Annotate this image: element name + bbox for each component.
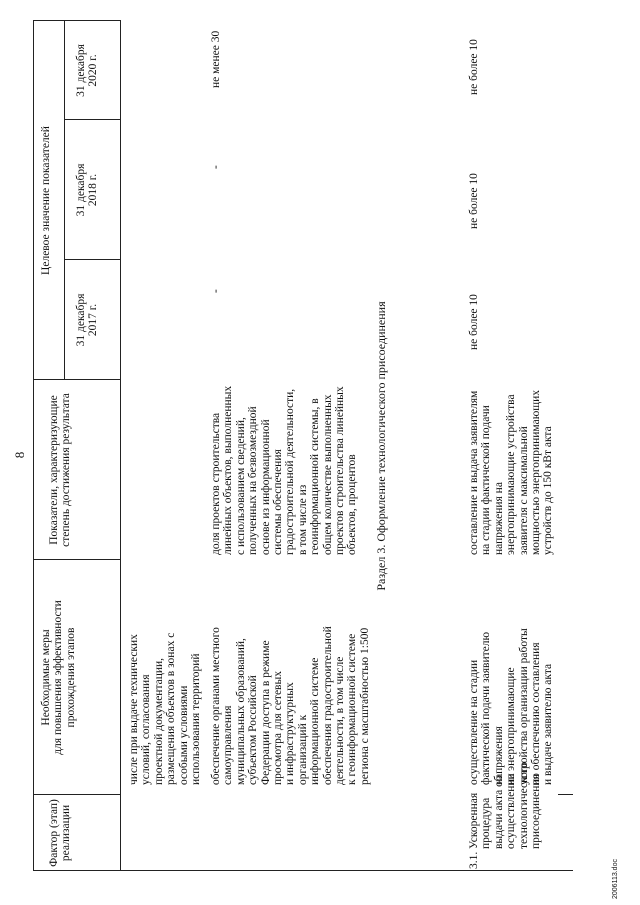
file-code: 2006113.doc: [612, 859, 619, 899]
row-31-value-2018: не более 10: [468, 173, 480, 229]
header-factor: Фактор (этап) реализации: [48, 799, 73, 867]
row-31-number: 3.1.: [468, 851, 480, 869]
page-number: 8: [12, 451, 27, 459]
row-31-value-2017: не более 10: [468, 294, 480, 350]
section-3-title: Раздел 3. Оформление технологического присоединения: [374, 301, 388, 591]
row-31-indicator: составление и выдача заявителям на стадии фактической подачи напряжения на энергопринимающие устройства заявителя с максимальной мощностью энергопринимающих устройств до 150 кВт акта: [468, 389, 555, 555]
row-infosystem-value-2018: -: [210, 165, 222, 169]
col-border-1-foot: [558, 794, 573, 795]
row-continuation-measure: числе при выдаче технических условий, согласования проектной документации, размещения объектов в зонах с особыми условиями использования территорий: [128, 632, 203, 785]
row-infosystem-value-2020: не менее 30: [210, 30, 222, 88]
header-target-values: Целевое значение показателей: [40, 126, 52, 275]
header-date-2020: 31 декабря 2020 г.: [75, 44, 100, 97]
row-31-factor: Ускоренная процедура выдачи акта об осуществлении технологического присоединения: [468, 761, 543, 849]
header-measures: Необходимые меры для повышения эффективности прохождения этапов: [40, 600, 77, 755]
row-31-measure: осуществление на стадии фактической подачи заявителю напряжения на энергопринимающие устройства организации работы по обеспечению составления и выдаче заявителю акта: [468, 628, 555, 785]
col-border-0: [33, 870, 573, 871]
table-top-border: [33, 21, 34, 871]
row-31-value-2020: не более 10: [468, 39, 480, 95]
header-date-2018: 31 декабря 2018 г.: [75, 163, 100, 217]
header-date-2017: 31 декабря 2017 г.: [75, 293, 100, 347]
target-group-divider: [64, 21, 65, 380]
header-indicators: Показатели, характеризующие степень достижения результата: [48, 393, 73, 547]
row-infosystem-measure: обеспечение органами местного самоуправления муниципальных образований, субъектом Российской Федерации доступа в режиме просмотра для сетевых и инфраструктурных организаций к информационной системе обеспечения градостроительной деятельности, в том числе к геоинформационной системе региона с масштабностью 1:500: [210, 626, 371, 785]
row-infosystem-value-2017: -: [210, 289, 222, 293]
row-infosystem-indicator: доля проектов строительства линейных объектов, выполненных с использованием сведений, полученных на безвозмездной основе из информационной системы обеспечения градостроительной деятельности, в том числе из геоинформационной системы, в общем количестве выполненных проектов строительства линейных объектов, процентов: [210, 385, 359, 555]
table-header-bottom-border: [120, 21, 121, 871]
